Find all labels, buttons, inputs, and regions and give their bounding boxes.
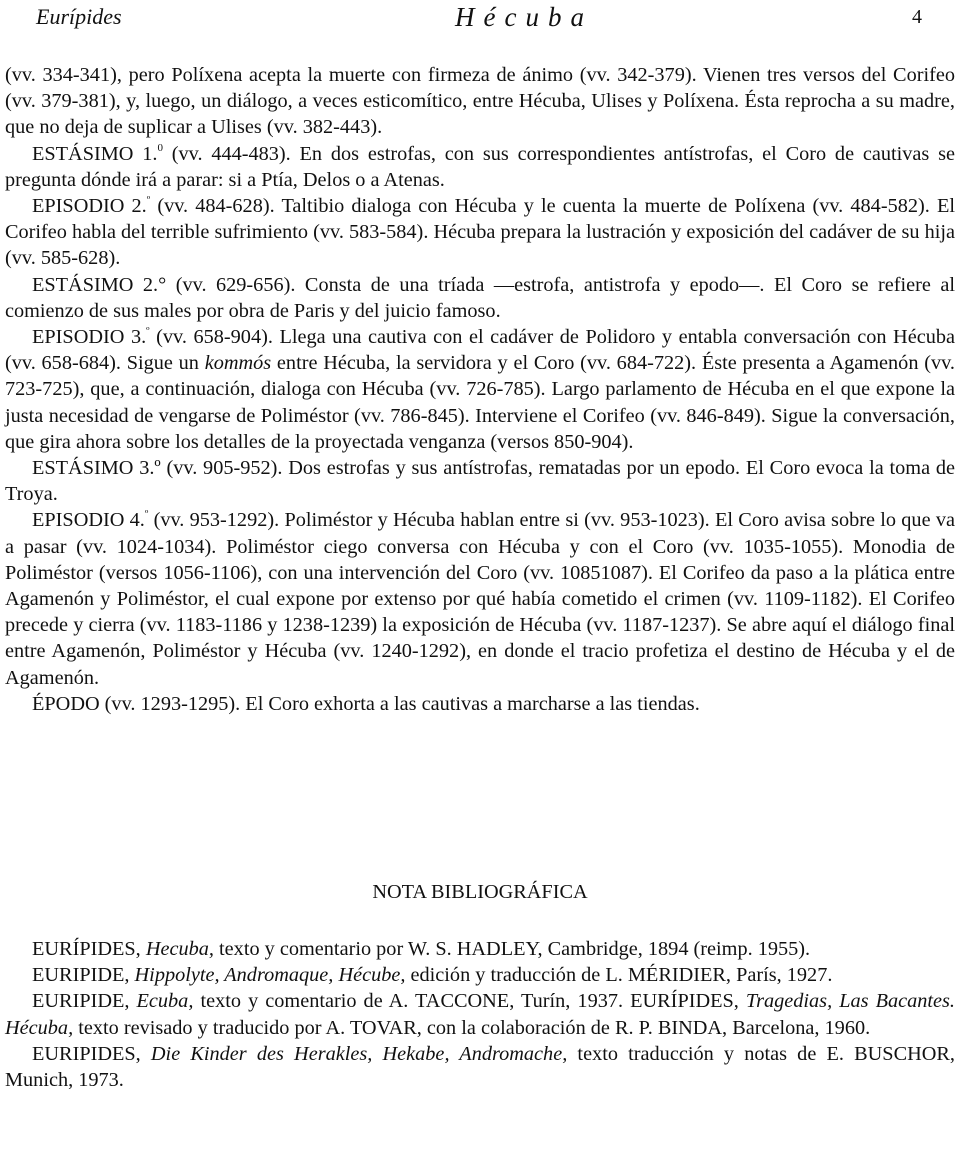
play-summary	[5, 62, 955, 717]
bibliography-entry	[5, 962, 955, 988]
entry-details: edición y traducción de L. MÉRIDIER, París, 1927.	[405, 964, 833, 987]
entry-title: Hecuba,	[145, 938, 214, 960]
entry-title: Tragedias, Las Bacantes. Hécuba,	[5, 990, 955, 1039]
bibliography-heading: NOTA BIBLIOGRÁFICA	[372, 881, 588, 903]
entry-details: texto y comentario por W. S. HADLEY, Cambridge, 1894 (reimp. 1955).	[213, 938, 811, 960]
section-estasimo-3: ESTÁSIMO 3.º (vv. 905-952). Dos estrofas y sus antístrofas, rematadas por un epodo. El Coro evoca la toma de Troya.	[5, 457, 955, 506]
section-label: EPISODIO 4.	[32, 509, 145, 532]
italic-term: kommós	[204, 352, 272, 375]
entry-title: Hippolyte, Andromaque, Hécube,	[134, 964, 406, 987]
bibliography-list	[5, 936, 955, 1093]
section-text: (vv. 953-1292). Poliméstor y Hécuba hablan entre si (vv. 953-1023). El Coro avisa sobre lo que va a pasar (vv. 1024-1034). Poliméstor ciego conversa con Hécuba y con el Coro (vv. 1035-1055). Monodia de Poliméstor (versos 1056-1106), con una intervención del Coro (vv. 10851087). El Corifeo da paso a la plática entre Agamenón y Poliméstor, el cual expone por extenso por qué había cometido el crimen (vv. 1109-1182). El Corifeo precede y cierra (vv. 1183-1186 y 1238-1239) la exposición de Hécuba (vv. 1187-1237). Se abre aquí el diálogo final entre Agamenón, Poliméstor y Hécuba (vv. 1240-1292), en donde el tracio profetiza el destino de Hécuba y el de Agamenón.	[5, 509, 955, 689]
running-header	[0, 0, 960, 40]
entry-details: texto y comentario de A. TACCONE, Turín, 1937. EURÍPIDES,	[193, 990, 746, 1013]
summary-intro: (vv. 334-341), pero Políxena acepta la muerte con firmeza de ánimo (vv. 342-379). Vienen tres versos del Corifeo (vv. 379-381), y, luego, un diálogo, a veces esticomítico, entre Hécuba, Ulises y Políxena. Ésta reprocha a su madre, que no deja de suplicar a Ulises (vv. 382-443).	[5, 64, 955, 139]
bibliography-entry	[5, 1041, 955, 1093]
section-estasimo-1	[5, 141, 955, 193]
entry-author: EURIPIDE,	[32, 964, 135, 987]
section-episodio-3	[5, 324, 955, 455]
ordinal-mark: º	[146, 325, 150, 338]
header-title: Hécuba	[455, 2, 593, 32]
entry-title: Die Kinder des Herakles, Hekabe, Andromache,	[150, 1042, 568, 1065]
header-author: Eurípides	[36, 4, 122, 29]
bibliography-entry	[5, 936, 955, 962]
section-epodo: ÉPODO (vv. 1293-1295). El Coro exhorta a las cautivas a marcharse a las tiendas.	[32, 692, 700, 715]
section-episodio-2	[5, 193, 955, 272]
section-text: (vv. 444-483). En dos estrofas, con sus correspondientes antístrofas, el Coro de cautivas se pregunta dónde irá a parar: si a Ptía, Delos o a Atenas.	[5, 142, 956, 191]
section-estasimo-2: ESTÁSIMO 2.° (vv. 629-656). Consta de una tríada —estrofa, antistrofa y epodo—. El Coro se refiere al comienzo de sus males por obra de Paris y del juicio famoso.	[5, 273, 955, 322]
section-text: entre Hécuba, la servidora y el Coro (vv. 684-722). Éste presenta a Agamenón (vv. 723-725), que, a continuación, dialoga con Hécuba (vv. 726-785). Largo parlamento de Hécuba en el que expone la justa necesidad de vengarse de Poliméstor (vv. 786-845). Interviene el Corifeo (vv. 846-849). Sigue la conversación, que gira ahora sobre los detalles de la proyectada venganza (versos 850-904).	[5, 352, 955, 453]
section-label: ESTÁSIMO 1.	[32, 142, 158, 165]
section-text: (vv. 484-628). Taltibio dialoga con Hécuba y le cuenta la muerte de Políxena (vv. 484-582). El Corifeo habla del terrible sufrimiento (vv. 583-584). Hécuba prepara la lustración y exposición del cadáver de su hija (vv. 585-628).	[5, 195, 955, 270]
ordinal-mark: º	[146, 194, 151, 207]
entry-details: texto revisado y traducido por A. TOVAR, con la colaboración de R. P. BINDA, Barcelona, 1960.	[73, 1016, 871, 1039]
section-label: EPISODIO 3.	[32, 326, 147, 349]
bibliography-entry	[5, 988, 955, 1040]
entry-author: EURÍPIDES,	[32, 938, 146, 960]
ordinal-mark: º	[144, 508, 149, 521]
entry-author: EURIPIDES,	[32, 1042, 151, 1065]
entry-details: texto traducción y notas de E. BUSCHOR, Munich, 1973.	[5, 1042, 955, 1092]
entry-title: Ecuba,	[136, 990, 194, 1013]
section-text: (vv. 658-904). Llega una cautiva con el cadáver de Polidoro y entabla conversación con Hécuba (vv. 658-684). Sigue un	[5, 326, 955, 375]
ordinal-mark: 0	[157, 141, 163, 154]
entry-author: EURIPIDE,	[32, 990, 137, 1013]
section-label: EPISODIO 2.	[32, 195, 147, 218]
section-episodio-4	[5, 507, 955, 690]
page-number: 4	[912, 6, 922, 28]
